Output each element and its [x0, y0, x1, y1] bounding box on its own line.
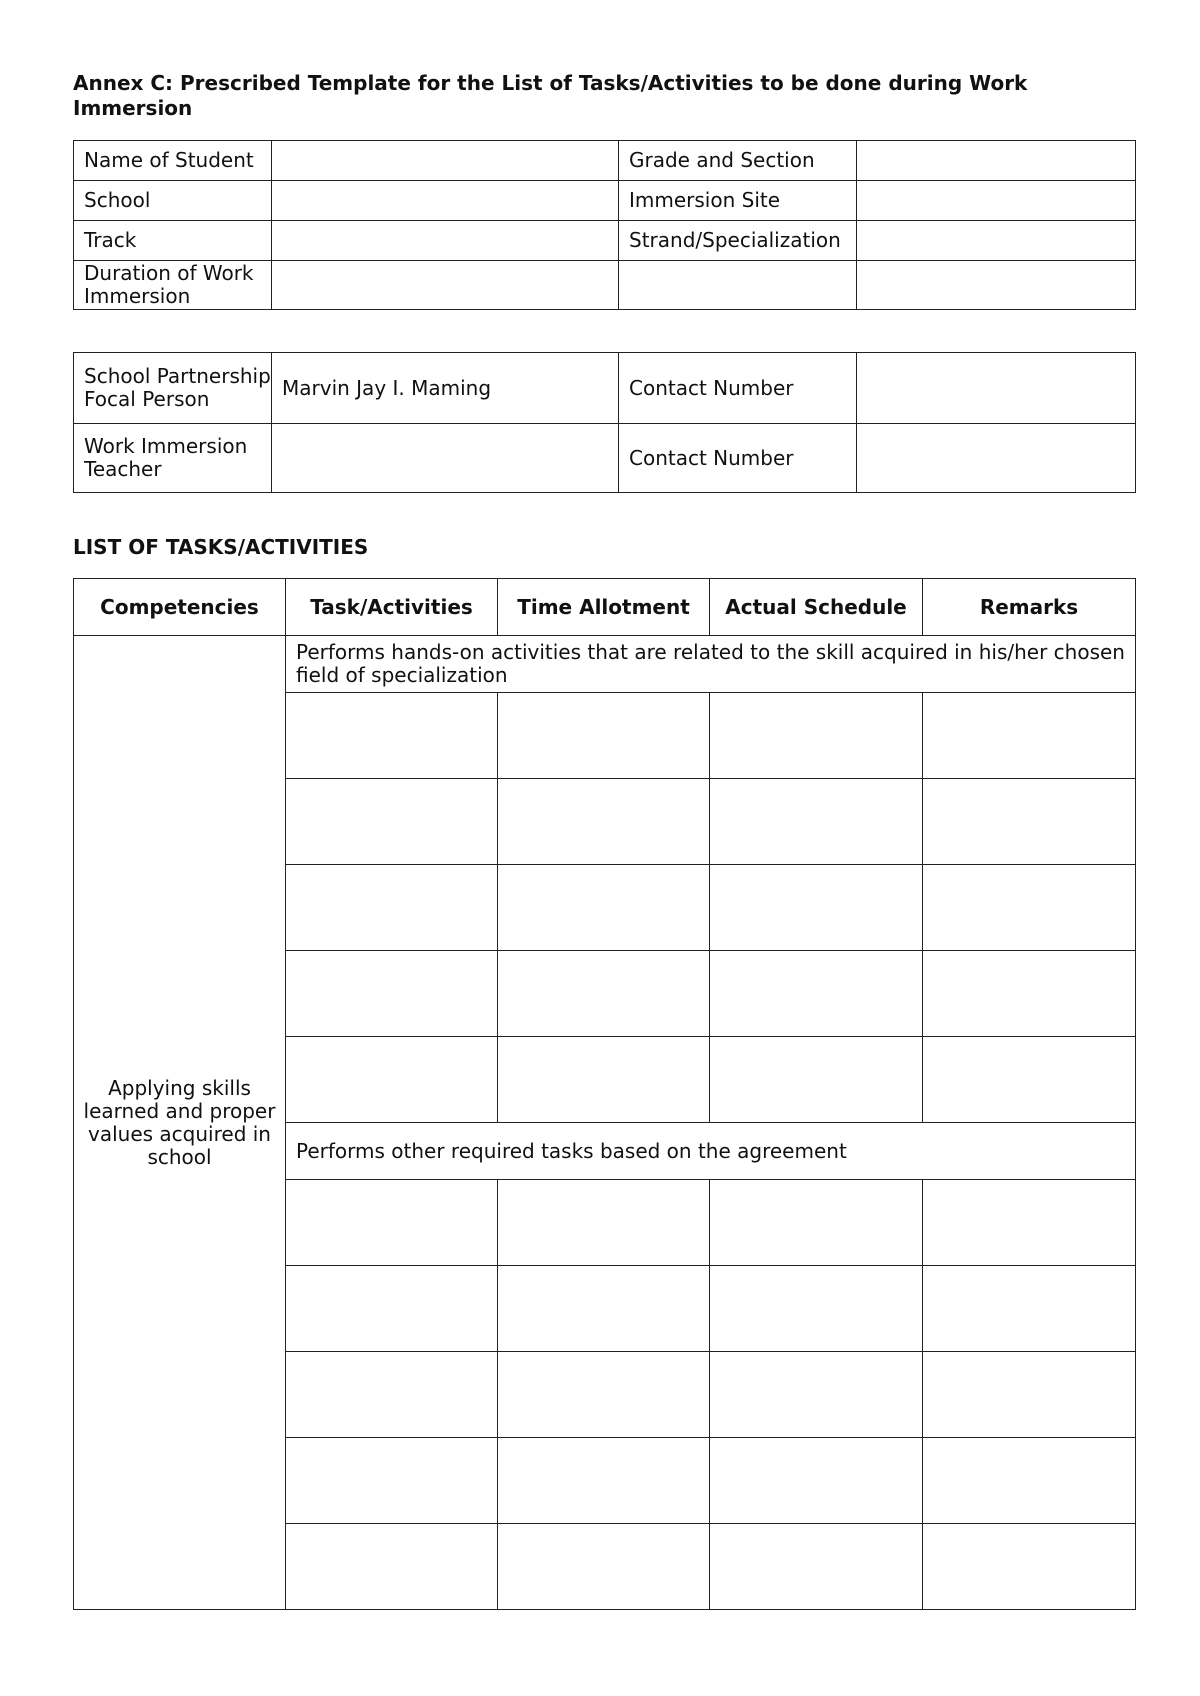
remarks-cell[interactable] [923, 779, 1136, 865]
school-label: School [74, 181, 272, 221]
duration-label: Duration of Work Immersion [74, 261, 272, 310]
time-allotment-cell[interactable] [498, 1037, 710, 1123]
table-row [74, 261, 1136, 310]
remarks-cell[interactable] [923, 1524, 1136, 1610]
remarks-cell[interactable] [923, 865, 1136, 951]
remarks-cell[interactable] [923, 951, 1136, 1037]
actual-schedule-cell[interactable] [710, 1180, 923, 1266]
immersion-site-label: Immersion Site [619, 181, 857, 221]
column-header: Actual Schedule [710, 579, 923, 636]
empty-cell [619, 261, 857, 310]
actual-schedule-cell[interactable] [710, 1266, 923, 1352]
task-group-heading: Performs hands-on activities that are related to the skill acquired in his/her chosen field of specialization [286, 636, 1136, 693]
name-of-student-field[interactable] [272, 141, 619, 181]
time-allotment-cell[interactable] [498, 865, 710, 951]
immersion-site-field[interactable] [857, 181, 1136, 221]
actual-schedule-cell[interactable] [710, 693, 923, 779]
remarks-cell[interactable] [923, 1352, 1136, 1438]
table-row [74, 353, 1136, 424]
teacher-contact-field[interactable] [857, 424, 1136, 493]
remarks-cell[interactable] [923, 1438, 1136, 1524]
time-allotment-cell[interactable] [498, 1180, 710, 1266]
student-info-table [73, 140, 1136, 310]
actual-schedule-cell[interactable] [710, 779, 923, 865]
actual-schedule-cell[interactable] [710, 1037, 923, 1123]
grade-and-section-label: Grade and Section [619, 141, 857, 181]
track-label: Track [74, 221, 272, 261]
remarks-cell[interactable] [923, 693, 1136, 779]
time-allotment-cell[interactable] [498, 951, 710, 1037]
contact-info-table [73, 352, 1136, 493]
table-row [74, 424, 1136, 493]
table-row [74, 181, 1136, 221]
name-of-student-label: Name of Student [74, 141, 272, 181]
focal-person-label: School Partnership Focal Person [74, 353, 272, 424]
time-allotment-cell[interactable] [498, 1352, 710, 1438]
focal-person-contact-field[interactable] [857, 353, 1136, 424]
time-allotment-cell[interactable] [498, 1266, 710, 1352]
task-cell[interactable] [286, 1438, 498, 1524]
remarks-cell[interactable] [923, 1180, 1136, 1266]
table-row [74, 636, 1136, 693]
focal-person-name: Marvin Jay I. Maming [272, 353, 619, 424]
work-immersion-teacher-field[interactable] [272, 424, 619, 493]
actual-schedule-cell[interactable] [710, 951, 923, 1037]
strand-specialization-label: Strand/Specialization [619, 221, 857, 261]
column-header: Time Allotment [498, 579, 710, 636]
task-cell[interactable] [286, 693, 498, 779]
school-field[interactable] [272, 181, 619, 221]
actual-schedule-cell[interactable] [710, 1438, 923, 1524]
tasks-table [73, 578, 1136, 1610]
section-heading: LIST OF TASKS/ACTIVITIES [73, 535, 369, 559]
task-cell[interactable] [286, 1180, 498, 1266]
work-immersion-teacher-label: Work Immersion Teacher [74, 424, 272, 493]
remarks-cell[interactable] [923, 1037, 1136, 1123]
task-cell[interactable] [286, 865, 498, 951]
remarks-cell[interactable] [923, 1266, 1136, 1352]
time-allotment-cell[interactable] [498, 1524, 710, 1610]
column-header: Remarks [923, 579, 1136, 636]
competency-cell: Applying skills learned and proper values acquired in school [74, 636, 286, 1610]
table-row [74, 141, 1136, 181]
task-cell[interactable] [286, 1266, 498, 1352]
duration-field[interactable] [272, 261, 619, 310]
task-cell[interactable] [286, 1352, 498, 1438]
time-allotment-cell[interactable] [498, 1438, 710, 1524]
actual-schedule-cell[interactable] [710, 1352, 923, 1438]
contact-number-label: Contact Number [619, 353, 857, 424]
column-header: Task/Activities [286, 579, 498, 636]
table-header-row [74, 579, 1136, 636]
task-cell[interactable] [286, 779, 498, 865]
time-allotment-cell[interactable] [498, 779, 710, 865]
contact-number-label: Contact Number [619, 424, 857, 493]
track-field[interactable] [272, 221, 619, 261]
actual-schedule-cell[interactable] [710, 865, 923, 951]
time-allotment-cell[interactable] [498, 693, 710, 779]
empty-cell [857, 261, 1136, 310]
actual-schedule-cell[interactable] [710, 1524, 923, 1610]
task-cell[interactable] [286, 1037, 498, 1123]
table-row [74, 221, 1136, 261]
column-header: Competencies [74, 579, 286, 636]
task-cell[interactable] [286, 1524, 498, 1610]
grade-and-section-field[interactable] [857, 141, 1136, 181]
task-cell[interactable] [286, 951, 498, 1037]
task-group-heading: Performs other required tasks based on the agreement [286, 1123, 1136, 1180]
page-title: Annex C: Prescribed Template for the List of Tasks/Activities to be done during Work Immersion [73, 71, 1028, 120]
strand-specialization-field[interactable] [857, 221, 1136, 261]
